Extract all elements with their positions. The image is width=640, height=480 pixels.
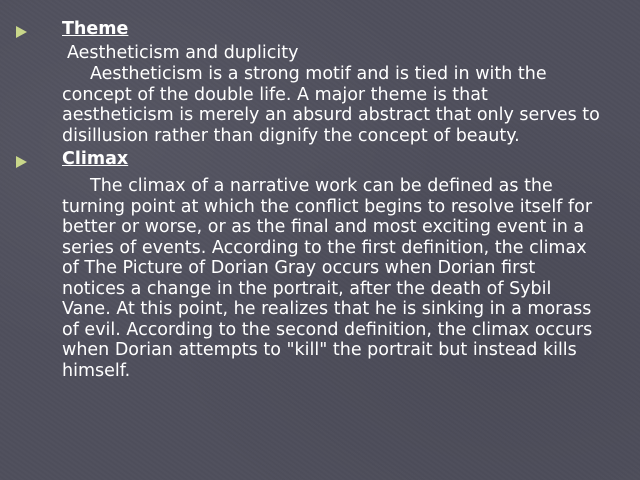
climax-section — [40, 148, 610, 381]
triangle-bullet-icon — [16, 156, 27, 168]
climax-body: The climax of a narrative work can be defined as the turning point at which the conflict begins to resolve itself for better or worse, or as the final and most exciting event in a series of events. According to the first definition, the climax of The Picture of Dorian Gray occurs when Dorian first notices a change in the portrait, after the death of Sybil Vane. At this point, he realizes that he is sinking in a morass of evil. According to the second definition, the climax occurs when Dorian attempts to "kill" the portrait but instead kills himself. — [62, 176, 593, 381]
theme-body: Aestheticism is a strong motif and is tied in with the concept of the double life. A major theme is that aestheticism is merely an absurd abstract that only serves to disillusion rather than dignify the concept of beauty. — [62, 64, 600, 146]
theme-section — [40, 18, 610, 146]
climax-heading: Climax — [62, 149, 129, 169]
theme-heading: Theme — [62, 19, 129, 39]
theme-subtitle: Aestheticism and duplicity — [67, 43, 299, 63]
triangle-bullet-icon — [16, 26, 27, 38]
